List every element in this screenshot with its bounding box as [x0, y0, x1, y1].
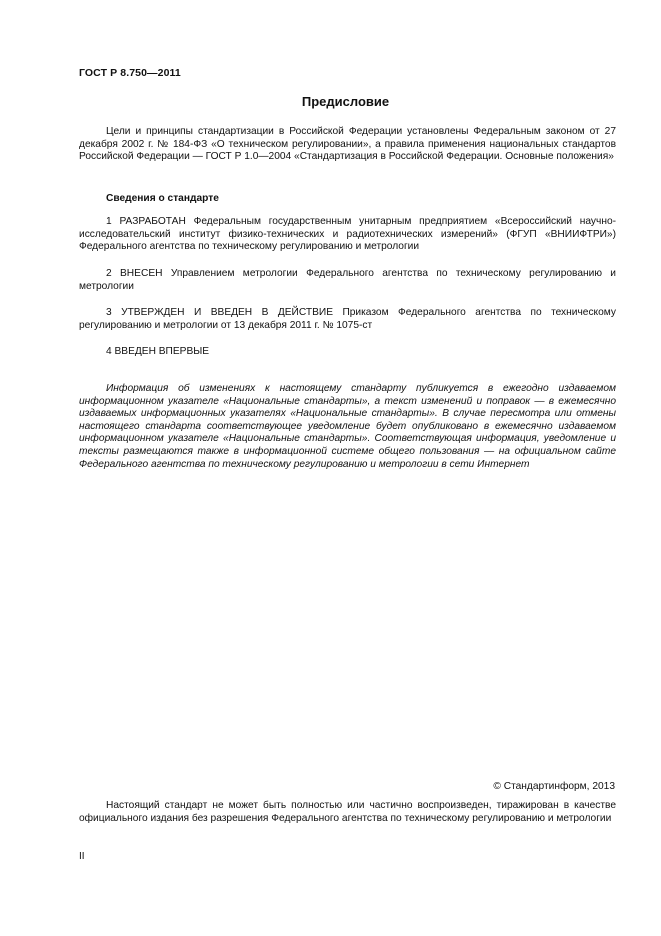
page-number: II: [79, 851, 85, 862]
reproduction-notice: Настоящий стандарт не может быть полностью или частично воспроизведен, тиражирован в качестве официального издания без разрешения Федерального агентства по техническому регулированию и метрологии: [79, 800, 616, 824]
amendments-info-paragraph: Информация об изменениях к настоящему стандарту публикуется в ежегодно издаваемом информационном указателе «Национальные стандарты», а текст изменений и поправок — в ежемесячно издаваемых информационных указателях «Национальные стандарты». В случае пересмотра или отмены настоящего стандарта соответствующее уведомление будет опубликовано в ежемесячно издаваемом информационном указателе «Национальные стандарты». Соответствующая информация, уведомление и тексты размещаются также в информационной системе общего пользования — на официальном сайте Федерального агентства по техническому регулированию и метрологии в сети Интернет: [79, 383, 616, 470]
section-heading: Сведения о стандарте: [106, 193, 219, 204]
copyright-line: © Стандартинформ, 2013: [493, 781, 615, 792]
info-item-approved: 3 УТВЕРЖДЕН И ВВЕДЕН В ДЕЙСТВИЕ Приказом Федерального агентства по техническому регулированию и метрологии от 13 декабря 2011 г. № 1075-ст: [79, 307, 616, 331]
intro-paragraph: Цели и принципы стандартизации в Российской Федерации установлены Федеральным законом от 27 декабря 2002 г. № 184-ФЗ «О техническом регулировании», а правила применения национальных стандартов Российской Федерации — ГОСТ Р 1.0—2004 «Стандартизация в Российской Федерации. Основные положения»: [79, 126, 616, 163]
info-item-submitted: 2 ВНЕСЕН Управлением метрологии Федерального агентства по техническому регулированию и метрологии: [79, 268, 616, 292]
page-title: Предисловие: [301, 94, 390, 109]
document-code: ГОСТ Р 8.750—2011: [79, 67, 181, 79]
info-item-introduced: 4 ВВЕДЕН ВПЕРВЫЕ: [106, 346, 210, 357]
info-item-developed: 1 РАЗРАБОТАН Федеральным государственным унитарным предприятием «Всероссийский научно-исследовательский институт физико-технических и радиотехнических измерений» (ФГУП «ВНИИФТРИ») Федерального агентства по техническому регулированию и метрологии: [79, 216, 616, 253]
